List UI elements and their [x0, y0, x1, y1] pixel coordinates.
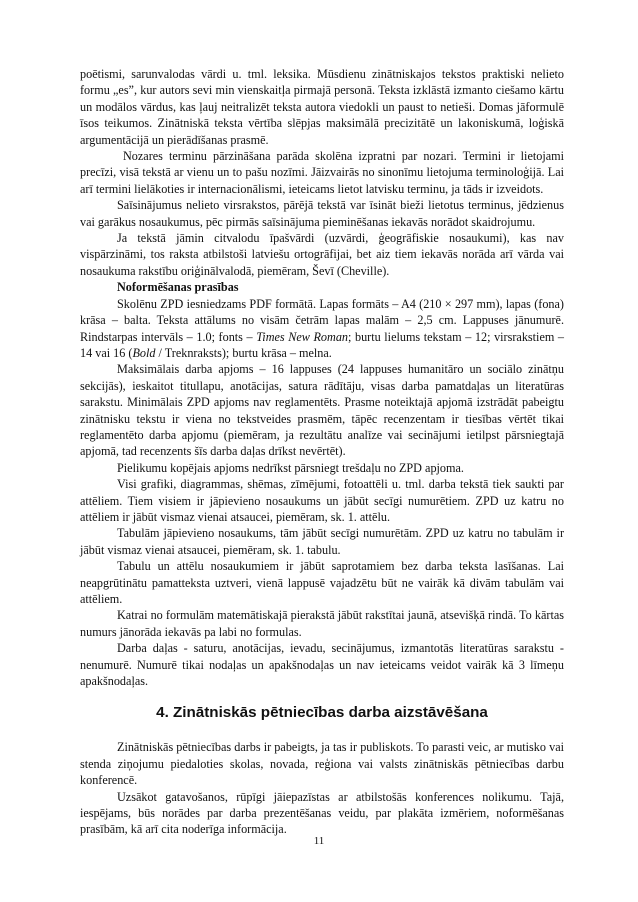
formatting-text-part-2: ; burtu lielums tekstam – 12; virsrakstiem – 14 vai 16 (	[80, 329, 565, 360]
section-title: 4. Zinātniskās pētniecības darba aizstāvēšana	[156, 704, 488, 722]
formatting-text-part-1: Skolēnu ZPD iesniedzams PDF formātā. Lapas formāts – A4 (210 × 297 mm), lapas (fona) krāsa – balta. Teksta attālums no visām četrām lapas malām – 2,5 cm. Lappuses jānumurē. Rindstarpas intervāls – 1.0; fonts –	[80, 296, 564, 344]
paragraph-appendix-volume: Pielikumu kopējais apjoms nedrīkst pārsniegt trešdaļu no ZPD apjoma.	[117, 460, 464, 475]
paragraph-figures: Visi grafiki, diagrammas, shēmas, zīmējumi, fotoattēli u. tml. darba tekstā tiek saukti par attēliem. Tiem visiem ir jāpievieno nosaukums un jābūt secīgi numurētiem. ZPD uz katru no attēliem ir jābūt vismaz vienai atsaucei, piemēram, sk. 1. attēlu.	[80, 477, 564, 524]
page-number: 11	[313, 835, 325, 847]
paragraph-style-intro: poētismi, sarunvalodas vārdi u. tml. leksika. Mūsdienu zinātniskajos tekstos praktiski nelieto formu „es”, kur autors sevi min vienskaitļa pirmajā personā. Teksta izklāstā izmanto ciešamo kārtu un modālos vārdus, kas ļauj neitralizēt teksta autora viedokli un paust to netieši. Domas jāformulē īsos teikumos. Zinātniskā teksta vērtība slēpjas maksimālā precizitātē un lakoniskumā, loģiskā argumentācijā un pierādīšanas prasmē.	[80, 67, 564, 147]
paragraph-defense-intro: Zinātniskās pētniecības darbs ir pabeigts, ja tas ir publiskots. To parasti veic, ar mutisko vai stenda ziņojumu piedaloties skolas, novada, reģiona vai valsts zinātniskās pētniecības darbu konferencē.	[80, 740, 564, 788]
formatting-text-part-3: / Treknraksts); burtu krāsa – melna.	[155, 345, 332, 360]
paragraph-max-volume: Maksimālais darba apjoms – 16 lappuses (24 lappuses humanitāro un sociālo zinātņu sekcijās), ieskaitot titullapu, anotācijas, satura rādītāju, visas darba pamatdaļas un literatūras sarakstu. Minimālais ZPD apjoms nav reglamentēts. Prasme noteiktajā apjomā izstrādāt pabeigtu zinātnisku tekstu ir viena no tekstveides prasmēm, tāpēc recenzentam ir tiesības vērtēt tikai reglamentēto darba apjomu (piemēram, ja rezultātu analīze vai secinājumi ietilpst pārsniegtajā apjomā, tad recenzents šīs darba daļas drīkst nevērtēt).	[80, 362, 564, 459]
paragraph-conference-rules: Uzsākot gatavošanos, rūpīgi jāiepazīstas ar atbilstošās konferences nolikumu. Tajā, iespējams, būs norādes par darba prezentēšanas veidu, par plakāta izmēriem, noformēšanas prasībām, kā arī cita noderīga informācija.	[80, 789, 564, 837]
paragraph-proper-names: Ja tekstā jāmin citvalodu īpašvārdi (uzvārdi, ģeogrāfiskie nosaukumi), kas nav vispārzināmi, tos raksta atbilstoši latviešu ortogrāfijai, bet aiz tiem iekavās norāda arī vārda vai nosaukuma rakstību oriģinālvalodā, piemēram, Ševī (Cheville).	[80, 231, 564, 278]
paragraph-numbering: Darba daļas - saturu, anotācijas, ievadu, secinājumus, izmantotās literatūras sarakstu - nenumurē. Numurē tikai nodaļas un apakšnodaļas un nav ieteicams veidot vairāk kā 3 līmeņu apakšnodaļas.	[80, 641, 564, 689]
paragraph-formulas: Katrai no formulām matemātiskajā pierakstā jābūt rakstītai jaunā, atsevišķā rindā. To kārtas numurs jānorāda iekavās pa labi no formulas.	[80, 608, 564, 639]
bold-word-italic: Bold	[132, 345, 156, 360]
paragraph-tables: Tabulām jāpievieno nosaukums, tām jābūt secīgi numurētām. ZPD uz katru no tabulām ir jābūt vismaz vienai atsaucei, piemēram, sk. 1. tabulu.	[80, 526, 564, 557]
paragraph-formatting-basics	[80, 296, 564, 362]
document-page	[80, 66, 564, 838]
paragraph-captions: Tabulu un attēlu nosaukumiem ir jābūt saprotamiem bez darba teksta lasīšanas. Lai neapgrūtinātu pamatteksta uztveri, vienā lappusē vajadzētu būt ne vairāk kā divām tabulām vai attēliem.	[80, 559, 564, 606]
formatting-requirements-label: Noformēšanas prasības	[117, 280, 239, 295]
paragraph-terminology: Nozares terminu pārzināšana parāda skolēna izpratni par nozari. Termini ir lietojami precīzi, visā tekstā ar vienu un to pašu nozīmi. Jāizvairās no sinonīmu lietojuma terminoloģijā. Lai arī termini lielākoties ir internacionālismi, ieteicams lietot latvisku terminu, ja tāds ir izveidots.	[80, 149, 564, 196]
font-name-italic: Times New Roman	[256, 329, 349, 344]
paragraph-abbreviations: Saīsinājumus nelieto virsrakstos, pārējā tekstā var īsināt bieži lietotus terminus, jēdzienus vai garākus nosaukumus, pēc pirmās saīsinājuma pieminēšanas iekavās norādot skaidrojumu.	[80, 198, 564, 229]
